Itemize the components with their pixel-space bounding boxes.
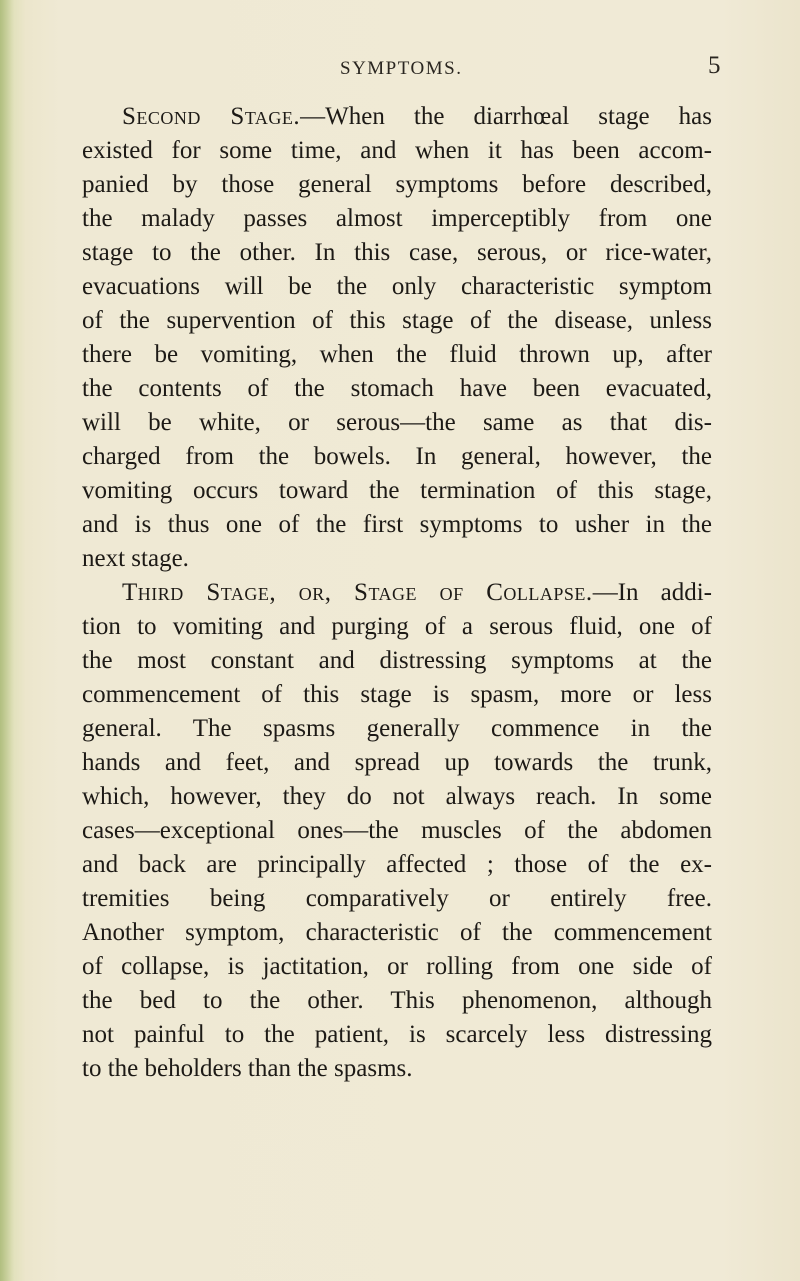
text-line: the contents of the stomach have been evacuated, bbox=[82, 375, 712, 402]
running-head bbox=[0, 52, 800, 82]
section-heading-second-stage: Second Stage. bbox=[122, 103, 301, 130]
page-number: 5 bbox=[708, 52, 721, 79]
text-line: which, however, they do not always reach. In some bbox=[82, 783, 712, 810]
paragraph-third-stage bbox=[82, 576, 712, 1086]
text-line: Second Stage.—When the diarrhœal stage has bbox=[122, 103, 712, 130]
text-line: evacuations will be the only characteristic symptom bbox=[82, 273, 712, 300]
text-line: not painful to the patient, is scarcely less distressing bbox=[82, 1021, 712, 1048]
text-line: general. The spasms generally commence in the bbox=[82, 715, 712, 742]
text-line: there be vomiting, when the fluid thrown up, after bbox=[82, 341, 712, 368]
text-line: to the beholders than the spasms. bbox=[82, 1055, 413, 1082]
text-line: charged from the bowels. In general, however, the bbox=[82, 443, 712, 470]
running-head-title: SYMPTOMS. bbox=[340, 58, 463, 79]
text-line: Another symptom, characteristic of the commencement bbox=[82, 919, 712, 946]
text-line: and back are principally affected ; those of the ex- bbox=[82, 851, 712, 878]
text-line: next stage. bbox=[82, 545, 189, 572]
text-line: vomiting occurs toward the termination of this stage, bbox=[82, 477, 712, 504]
binding-gutter-shadow bbox=[0, 0, 14, 1281]
text-line: stage to the other. In this case, serous, or rice-water, bbox=[82, 239, 712, 266]
text-line: of the supervention of this stage of the disease, unless bbox=[82, 307, 712, 334]
text-line: will be white, or serous—the same as that dis- bbox=[82, 409, 712, 436]
text-line: of collapse, is jactitation, or rolling from one side of bbox=[82, 953, 712, 980]
text-line: the malady passes almost imperceptibly from one bbox=[82, 205, 712, 232]
text-line: existed for some time, and when it has been accom- bbox=[82, 137, 712, 164]
text-line: tion to vomiting and purging of a serous fluid, one of bbox=[82, 613, 712, 640]
section-heading-third-stage: Third Stage, or, Stage of Collapse. bbox=[122, 579, 593, 606]
paragraph-second-stage bbox=[82, 100, 712, 576]
text-line: and is thus one of the first symptoms to usher in the bbox=[82, 511, 712, 538]
text-line: panied by those general symptoms before described, bbox=[82, 171, 712, 198]
text-line: Third Stage, or, Stage of Collapse.—In addi- bbox=[122, 579, 712, 606]
text-line: cases—exceptional ones—the muscles of the abdomen bbox=[82, 817, 712, 844]
text-line: hands and feet, and spread up towards the trunk, bbox=[82, 749, 712, 776]
text-line: the bed to the other. This phenomenon, although bbox=[82, 987, 712, 1014]
text-line: the most constant and distressing symptoms at the bbox=[82, 647, 712, 674]
text-line: tremities being comparatively or entirely free. bbox=[82, 885, 712, 912]
body-text bbox=[82, 100, 712, 1086]
text-line: commencement of this stage is spasm, more or less bbox=[82, 681, 712, 708]
